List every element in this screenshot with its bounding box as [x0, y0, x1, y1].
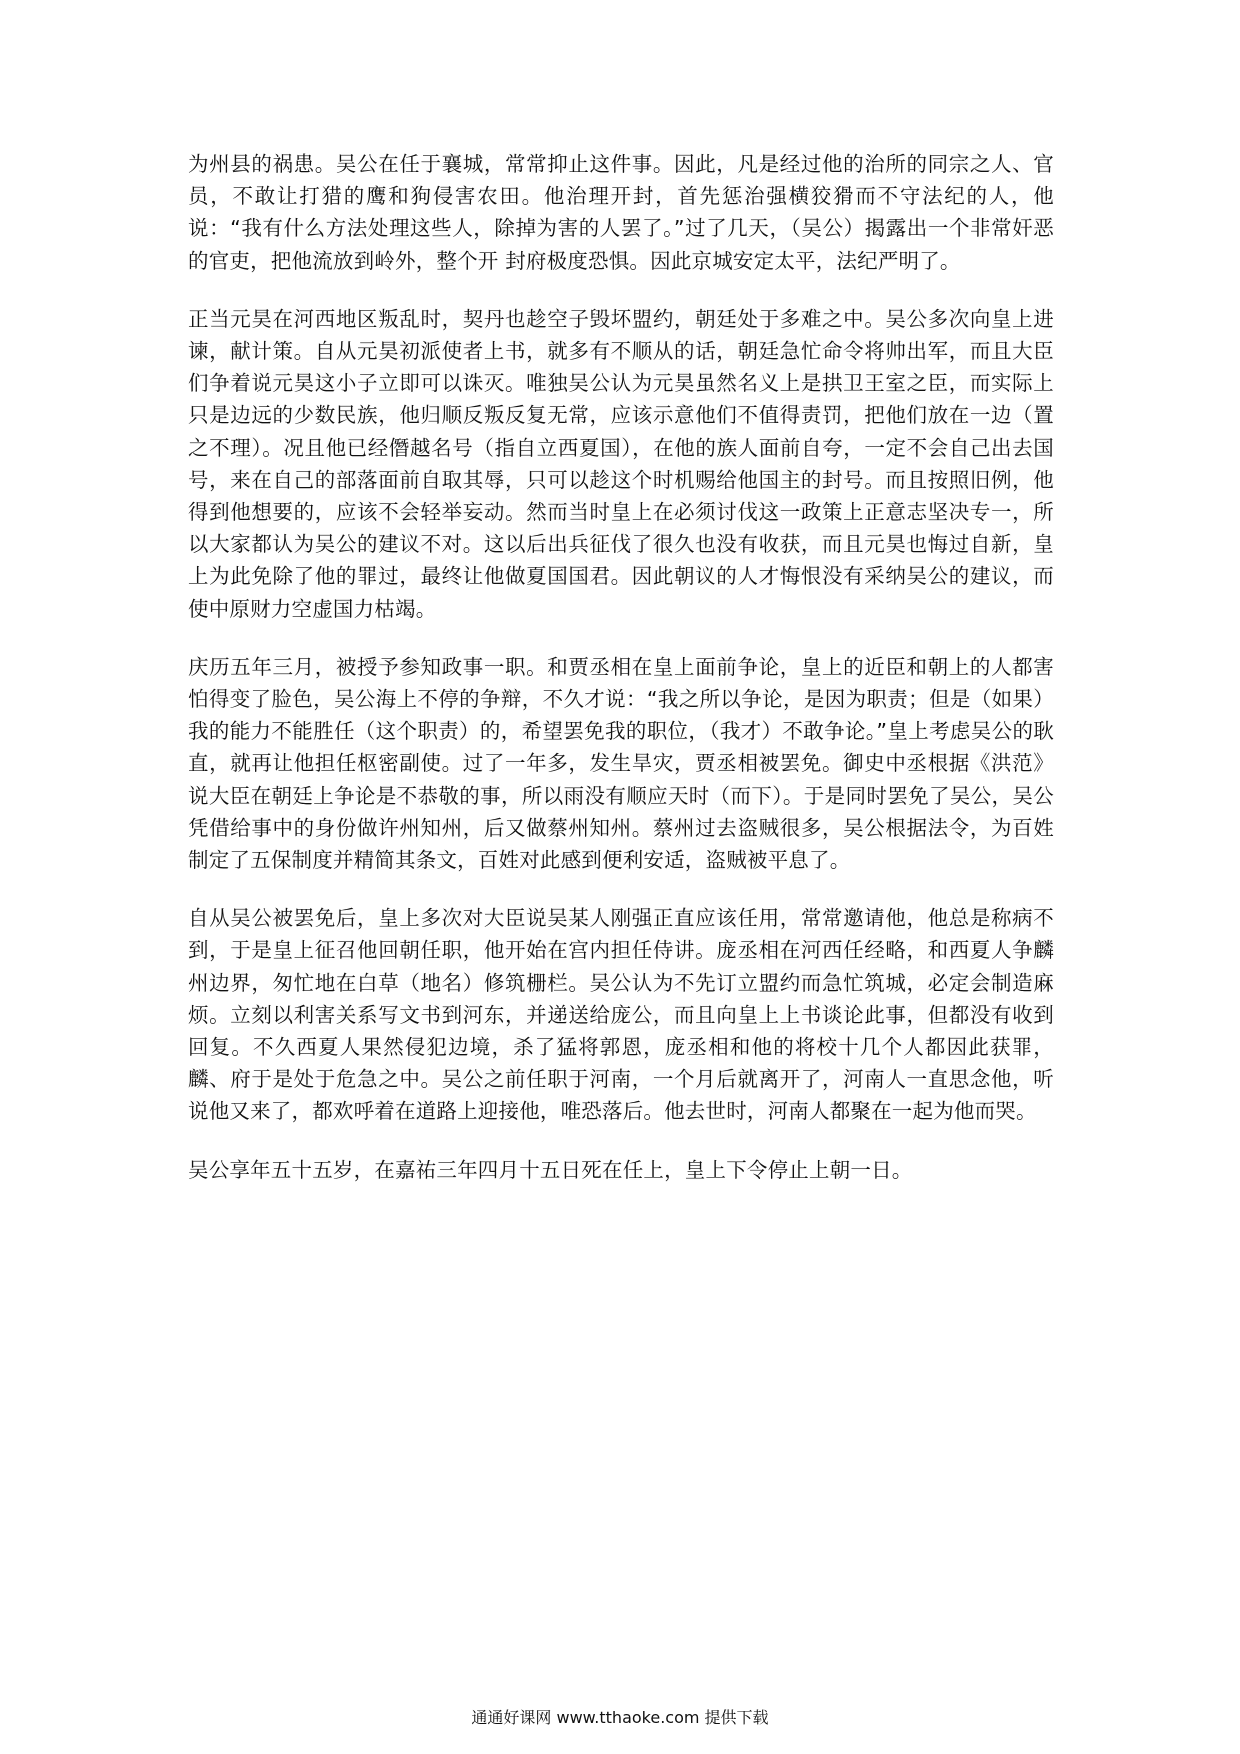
paragraph-3: 庆历五年三月，被授予参知政事一职。和贾丞相在皇上面前争论，皇上的近臣和朝上的人都害怕得变了脸色，吴公海上不停的争辩，不久才说：“我之所以争论，是因为职责；但是（如果）我的能力不能胜任（这个职责）的，希望罢免我的职位，（我才）不敢争论。”皇上考虑吴公的耿直，就再让他担任枢密副使。过了一年多，发生旱灾，贾丞相被罢免。御史中丞根据《洪范》说大臣在朝廷上争论是不恭敬的事，所以雨没有顺应天时（而下）。于是同时罢免了吴公，吴公凭借给事中的身份做许州知州，后又做蔡州知州。蔡州过去盗贼很多，吴公根据法令，为百姓制定了五保制度并精简其条文，百姓对此感到便利安适，盗贼被平息了。 — [188, 654, 1054, 873]
document-body — [188, 148, 1054, 1212]
page-footer: 通通好课网 www.tthaoke.com 提供下载 — [471, 1708, 769, 1727]
paragraph-5: 吴公享年五十五岁，在嘉祐三年四月十五日死在任上，皇上下令停止上朝一日。 — [188, 1157, 913, 1182]
paragraph-1: 为州县的祸患。吴公在任于襄城，常常抑止这件事。因此，凡是经过他的治所的同宗之人、官员，不敢让打猎的鹰和狗侵害农田。他治理开封，首先惩治强横狡猾而不守法纪的人，他说：“我有什么方法处理这些人，除掉为害的人罢了。”过了几天，（吴公）揭露出一个非常奸恶的官吏，把他流放到岭外，整个开 封府极度恐惧。因此京城安定太平，法纪严明了。 — [188, 152, 1054, 273]
paragraph-4: 自从吴公被罢免后，皇上多次对大臣说吴某人刚强正直应该任用，常常邀请他，他总是称病不到，于是皇上征召他回朝任职，他开始在宫内担任侍讲。庞丞相在河西任经略，和西夏人争麟州边界，匆忙地在白草（地名）修筑栅栏。吴公认为不先订立盟约而急忙筑城，必定会制造麻烦。立刻以利害关系写文书到河东，并递送给庞公，而且向皇上上书谈论此事，但都没有收到回复。不久西夏人果然侵犯边境，杀了猛将郭恩，庞丞相和他的将校十几个人都因此获罪，麟、府于是处于危急之中。吴公之前任职于河南，一个月后就离开了，河南人一直思念他，听说他又来了，都欢呼着在道路上迎接他，唯恐落后。他去世时，河南人都聚在一起为他而哭。 — [188, 906, 1054, 1124]
paragraph-2: 正当元昊在河西地区叛乱时，契丹也趁空子毁坏盟约，朝廷处于多难之中。吴公多次向皇上进谏，献计策。自从元昊初派使者上书，就多有不顺从的话，朝廷急忙命令将帅出军，而且大臣们争着说元昊这小子立即可以诛灭。唯独吴公认为元昊虽然名义上是拱卫王室之臣，而实际上只是边远的少数民族，他归顺反叛反复无常，应该示意他们不值得责罚，把他们放在一边（置之不理）。况且他已经僭越名号（指自立西夏国），在他的族人面前自夸，一定不会自己出去国号，来在自己的部落面前自取其辱，只可以趁这个时机赐给他国主的封号。而且按照旧例，他得到他想要的，应该不会轻举妄动。然而当时皇上在必须讨伐这一政策上正意志坚决专一，所以大家都认为吴公的建议不对。这以后出兵征伐了很久也没有收获，而且元昊也悔过自新，皇上为此免除了他的罪过，最终让他做夏国国君。因此朝议的人才悔恨没有采纳吴公的建议，而使中原财力空虚国力枯竭。 — [188, 306, 1054, 621]
